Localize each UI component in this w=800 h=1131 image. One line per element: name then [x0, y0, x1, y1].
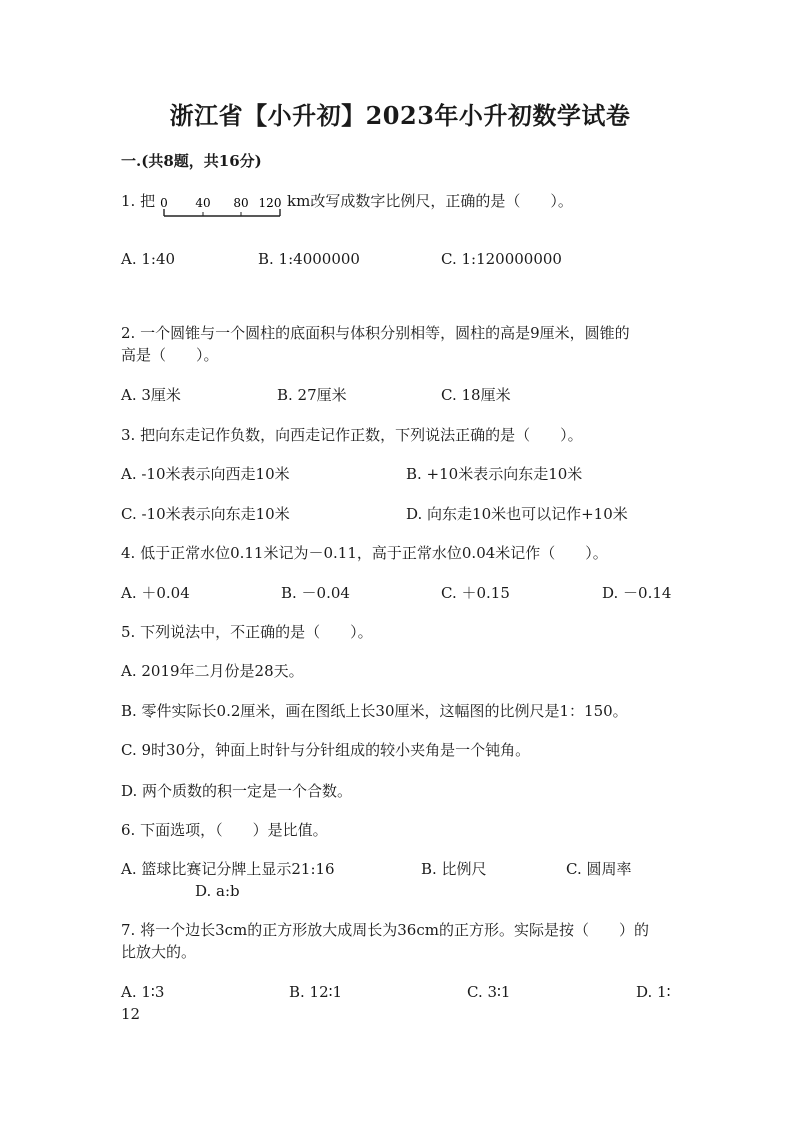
question-1-option-b[interactable]: B. 1:4000000 [258, 250, 360, 268]
question-1-stem-suffix: km改写成数字比例尺，正确的是（ ）。 [287, 192, 573, 210]
question-3-option-b[interactable]: B. +10米表示向东走10米 [406, 465, 583, 483]
question-7-option-d-continued: 12 [121, 1005, 141, 1023]
question-4-stem: 4. 低于正常水位0.11米记为－0.11，高于正常水位0.04米记作（ ）。 [121, 544, 608, 562]
question-7-stem-line-2: 比放大的。 [121, 943, 197, 961]
question-2-option-b[interactable]: B. 27厘米 [277, 386, 347, 404]
question-4-option-a[interactable]: A. ＋0.04 [121, 584, 190, 602]
page-title: 浙江省【小升初】2023年小升初数学试卷 [169, 101, 631, 130]
question-6-option-a[interactable]: A. 篮球比赛记分牌上显示21:16 [121, 860, 335, 878]
question-1-option-c[interactable]: C. 1:120000000 [441, 250, 562, 268]
question-5-option-d[interactable]: D. 两个质数的积一定是一个合数。 [121, 782, 353, 800]
question-3-option-c[interactable]: C. -10米表示向东走10米 [121, 505, 290, 523]
question-5-option-b[interactable]: B. 零件实际长0.2厘米，画在图纸上长30厘米，这幅图的比例尺是1：150。 [121, 702, 628, 720]
question-2-stem-line-2: 高是（ ）。 [121, 346, 219, 364]
question-5-option-a[interactable]: A. 2019年二月份是28天。 [121, 662, 304, 680]
question-6-option-d[interactable]: D. a:b [195, 882, 240, 900]
question-7-option-b[interactable]: B. 12∶1 [289, 983, 343, 1001]
question-4-option-d[interactable]: D. －0.14 [602, 584, 672, 602]
question-2-option-a[interactable]: A. 3厘米 [121, 386, 181, 404]
question-7-option-c[interactable]: C. 3∶1 [467, 983, 511, 1001]
question-7-option-d[interactable]: D. 1∶ [636, 983, 671, 1001]
question-4-option-c[interactable]: C. ＋0.15 [441, 584, 510, 602]
question-2-stem-line-1: 2. 一个圆锥与一个圆柱的底面积与体积分别相等，圆柱的高是9厘米，圆锥的 [121, 324, 630, 342]
question-3-option-a[interactable]: A. -10米表示向西走10米 [121, 465, 290, 483]
scale-tick-120: 120 [258, 196, 282, 210]
scale-tick-0: 0 [160, 196, 168, 210]
question-7-option-a[interactable]: A. 1∶3 [121, 983, 165, 1001]
question-1-stem-prefix: 1. 把 [121, 192, 156, 210]
question-6-option-b[interactable]: B. 比例尺 [421, 860, 487, 878]
question-5-stem: 5. 下列说法中，不正确的是（ ）。 [121, 623, 373, 641]
scale-bar-figure [158, 196, 284, 222]
question-1-option-a[interactable]: A. 1:40 [121, 250, 176, 268]
section-header: 一.(共8题，共16分) [121, 152, 262, 170]
question-2-option-c[interactable]: C. 18厘米 [441, 386, 511, 404]
question-5-option-c[interactable]: C. 9时30分，钟面上时针与分针组成的较小夹角是一个钝角。 [121, 741, 531, 759]
scale-tick-80: 80 [233, 196, 249, 210]
question-7-stem-line-1: 7. 将一个边长3cm的正方形放大成周长为36cm的正方形。实际是按（ ）的 [121, 921, 649, 939]
scale-tick-40: 40 [195, 196, 211, 210]
question-3-stem: 3. 把向东走记作负数，向西走记作正数，下列说法正确的是（ ）。 [121, 426, 583, 444]
question-6-stem: 6. 下面选项，（ ）是比值。 [121, 821, 328, 839]
question-4-option-b[interactable]: B. －0.04 [281, 584, 350, 602]
question-3-option-d[interactable]: D. 向东走10米也可以记作+10米 [406, 505, 628, 523]
question-6-option-c[interactable]: C. 圆周率 [566, 860, 632, 878]
